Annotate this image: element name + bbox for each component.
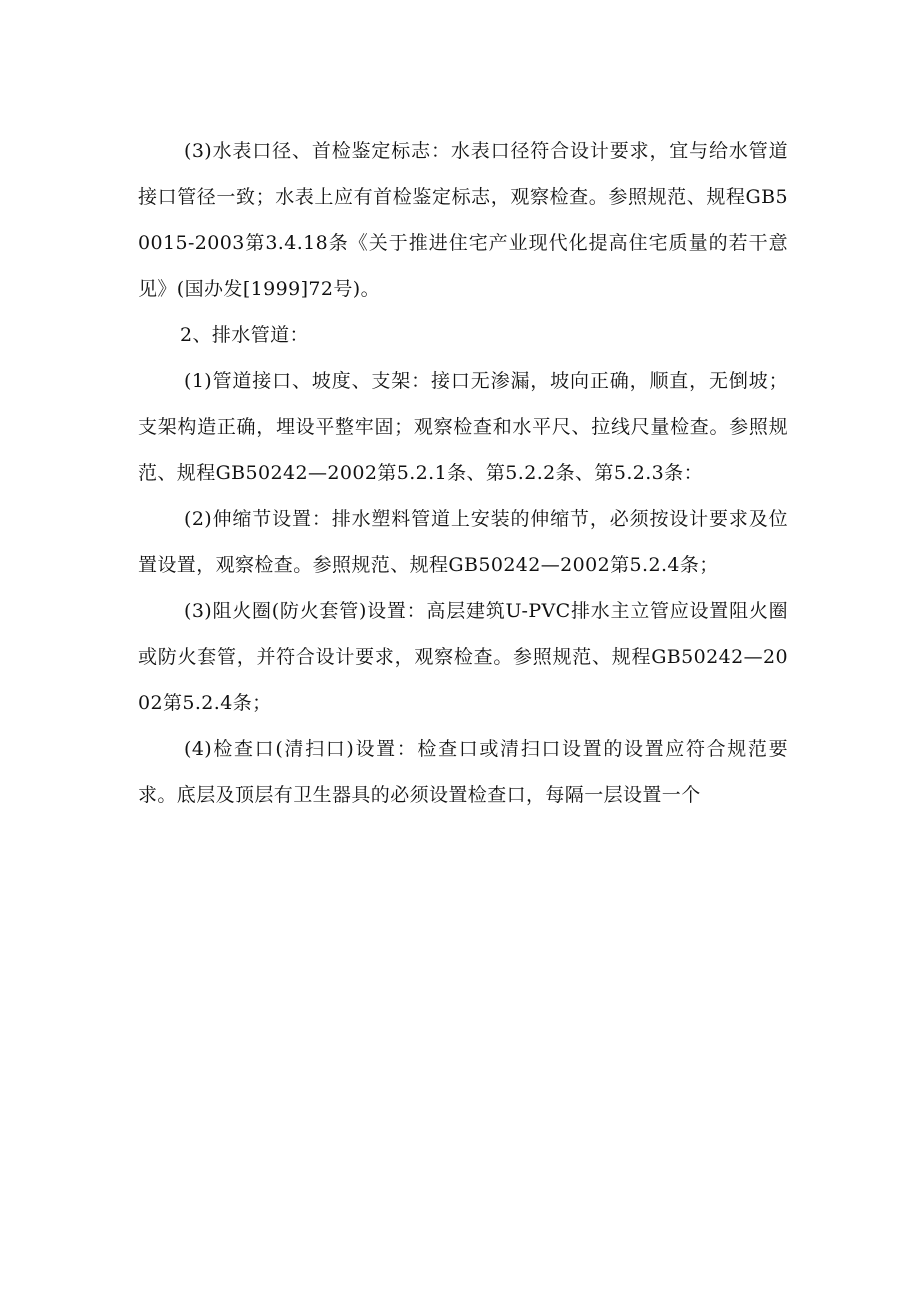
paragraph-expansion-joint: (2)伸缩节设置：排水塑料管道上安装的伸缩节，必须按设计要求及位置设置，观察检查。参照规范、规程GB50242—2002第5.2.4条；	[138, 508, 788, 576]
paragraph-pipe-joints: (1)管道接口、坡度、支架：接口无渗漏，坡向正确，顺直，无倒坡；支架构造正确，埋设平整牢固；观察检查和水平尺、拉线尺量检查。参照规范、规程GB50242—2002第5.2.1条、第5.2.2条、第5.2.3条：	[138, 370, 788, 484]
section-heading-drainage: 2、排水管道：	[180, 324, 309, 346]
paragraph-fire-collar: (3)阻火圈(防火套管)设置：高层建筑U-PVC排水主立管应设置阻火圈或防火套管，并符合设计要求，观察检查。参照规范、规程GB50242—2002第5.2.4条；	[138, 600, 788, 714]
paragraph-water-meter: (3)水表口径、首检鉴定标志：水表口径符合设计要求，宜与给水管道接口管径一致；水表上应有首检鉴定标志，观察检查。参照规范、规程GB50015-2003第3.4.18条《关于推进住宅产业现代化提高住宅质量的若干意见》(国办发[1999]72号)。	[138, 140, 788, 300]
document-body	[138, 128, 788, 818]
paragraph-inspection-port: (4)检查口(清扫口)设置：检查口或清扫口设置的设置应符合规范要求。底层及顶层有卫生器具的必须设置检查口，每隔一层设置一个	[138, 738, 788, 806]
